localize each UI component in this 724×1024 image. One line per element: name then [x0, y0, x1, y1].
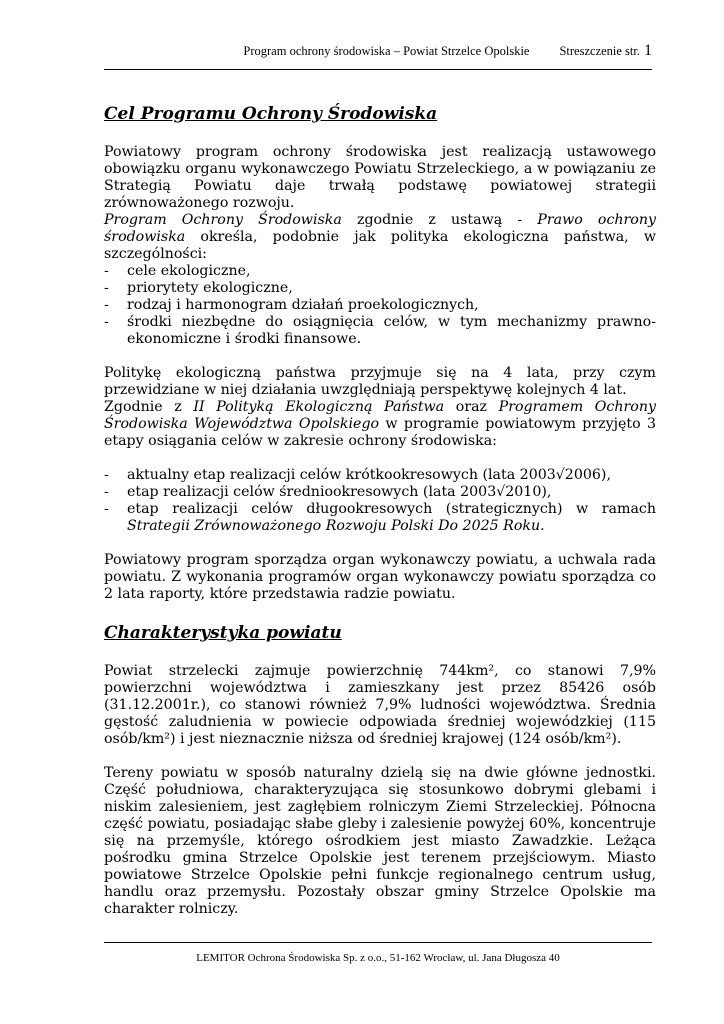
italic-text: Prawo ochrony środowiska	[104, 212, 657, 245]
bullet-list	[104, 467, 656, 535]
list-item: - cele ekologiczne,	[104, 263, 251, 279]
list-item: - etap realizacji celów długookresowych (strategicznych) w ramach Strategii Zrównoważonego Rozwoju Polski Do 2025 Roku.	[104, 501, 656, 534]
italic-text: Strategii Zrównoważonego Rozwoju Polski Do 2025 Roku	[127, 518, 541, 534]
list-item: - priorytety ekologiczne,	[104, 280, 293, 296]
page-label: Streszczenie str.	[559, 44, 640, 58]
list-item: - środki niezbędne do osiągnięcia celów, w tym mechanizmy prawno-ekonomiczne i środki finansowe.	[104, 314, 656, 347]
footer-divider	[104, 942, 652, 943]
paragraph: Program Ochrony Środowiska zgodnie z ustawą - Prawo ochrony środowiska określa, podobnie jak polityka ekologiczna państwa, w szczególności:	[104, 212, 657, 262]
list-item: - rodzaj i harmonogram działań proekologicznych,	[104, 297, 479, 313]
list-item: - aktualny etap realizacji celów krótkookresowych (lata 2003√2006),	[104, 467, 611, 483]
paragraph: Tereny powiatu w sposób naturalny dzielą się na dwie główne jednostki. Część południowa, charakteryzująca się stosunkowo dobrymi glebami i niskim zalesieniem, jest zagłębiem rolniczym Ziemi Strzeleckiej. Północna część powiatu, posiadając słabe gleby i zalesienie powyżej 60%, koncentruje się na przemyśle, którego ośrodkiem jest miasto Zawadzkie. Leżąca pośrodku gmina Strzelce Opolskie jest terenem przejściowym. Miasto powiatowe Strzelce Opolskie pełni funkcje regionalnego centrum usług, handlu oraz przemysłu. Pozostały obszar gminy Strzelce Opolskie ma charakter rolniczy.	[104, 765, 656, 917]
bullet-list	[104, 263, 656, 348]
page-footer: LEMITOR Ochrona Środowiska Sp. z o.o., 51-162 Wrocław, ul. Jana Długosza 40	[196, 952, 560, 964]
section-heading-program-goal: Cel Programu Ochrony Środowiska	[104, 104, 438, 124]
paragraph: Powiatowy program ochrony środowiska jest realizacją ustawowego obowiązku organu wykonawczego Powiatu Strzeleckiego, a w powiązaniu ze Strategią Powiatu daje trwałą podstawę powiatowej strategii zrównoważonego rozwoju.	[104, 144, 656, 211]
page-number: 1	[644, 42, 652, 59]
italic-text: Programem Ochrony Środowiska Województwa Opolskiego	[104, 399, 656, 432]
header-divider	[104, 69, 652, 70]
section-heading-county-profile: Charakterystyka powiatu	[104, 623, 342, 643]
list-item: - etap realizacji celów średniookresowych (lata 2003√2010),	[104, 484, 552, 500]
italic-text: Program Ochrony Środowiska	[104, 212, 342, 228]
paragraph: Powiat strzelecki zajmuje powierzchnię 744km², co stanowi 7,9% powierzchni województwa i zamieszkany jest przez 85426 osób (31.12.2001r.), co stanowi również 7,9% ludności województwa. Średnia gęstość zaludnienia w powiecie odpowiada średniej wojewódzkiej (115 osób/km²) i jest nieznacznie niższa od średniej krajowej (124 osób/km²).	[104, 663, 656, 747]
document-title: Program ochrony środowiska – Powiat Strzelce Opolskie	[243, 44, 530, 58]
paragraph: Powiatowy program sporządza organ wykonawczy powiatu, a uchwala rada powiatu. Z wykonania programów organ wykonawczy powiatu sporządza co 2 lata raporty, które przedstawia radzie powiatu.	[104, 552, 656, 602]
italic-text: II Polityką Ekologiczną Państwa	[193, 399, 445, 415]
document-body	[104, 104, 656, 918]
paragraph: Zgodnie z II Polityką Ekologiczną Państwa oraz Programem Ochrony Środowiska Województwa Opolskiego w programie powiatowym przyjęto 3 etapy osiągania celów w zakresie ochrony środowiska:	[104, 399, 656, 449]
paragraph: Politykę ekologiczną państwa przyjmuje się na 4 lata, przy czym przewidziane w niej działania uwzględniają perspektywę kolejnych 4 lat.	[104, 365, 656, 398]
page-header	[104, 42, 652, 60]
